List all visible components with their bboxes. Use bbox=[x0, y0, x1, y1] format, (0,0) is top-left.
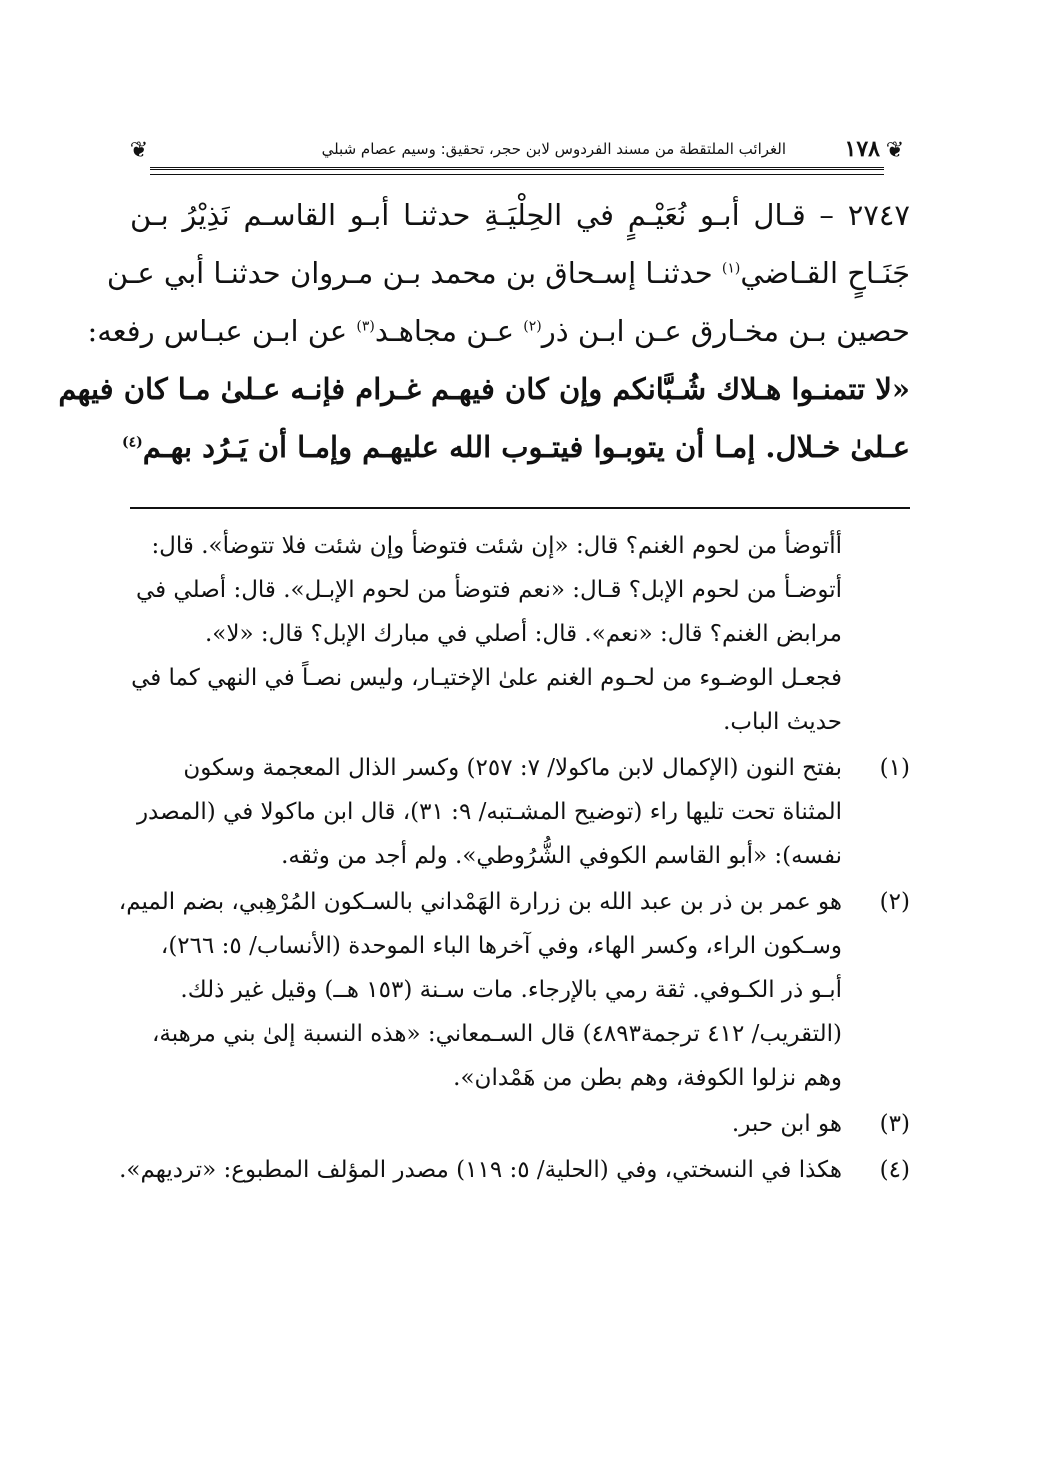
footnote-line: (التقريب/ ٤١٢ ترجمة٤٨٩٣) قال السـمعاني: «هذه النسبة إلىٰ بني مرهبة، bbox=[151, 1021, 842, 1047]
footnote-3 bbox=[130, 1102, 910, 1146]
footnote-body bbox=[130, 1102, 842, 1146]
footnote-line: نفسه): «أبو القاسم الكوفي الشُّرُوطي». ولم أجد من وثقه. bbox=[281, 843, 842, 869]
footnote-number: (١) bbox=[879, 755, 910, 781]
hadith-text-segment: ٢٧٤٧ – قـال أبـو نُعَيْـمٍ في الحِلْيَـةِ حدثنـا أبـو القاسـم نَذِيْرُ بـن bbox=[130, 198, 910, 232]
footnote-marker-2: (٢) bbox=[523, 318, 542, 335]
footnote-line: أبـو ذر الكـوفي. ثقة رمي بالإرجاء. مات سـنة (١٥٣ هــ) وقيل غير ذلك. bbox=[180, 977, 842, 1003]
continuation-line: مرابض الغنم؟ قال: «نعم». قال: أصلي في مبارك الإبل؟ قال: «لا». bbox=[205, 621, 842, 647]
continuation-line: أأتوضأ من لحوم الغنم؟ قال: «إن شئت فتوضأ وإن شئت فلا تتوضأ». قال: bbox=[151, 533, 842, 559]
hadith-text bbox=[58, 186, 910, 476]
hadith-text-segment: عـلىٰ خـلال. إمـا أن يتوبـوا فيتـوب الله عليهـم وإمـا أن يَـرُد بهـم bbox=[142, 430, 910, 464]
footnote-line: وهم نزلوا الكوفة، وهم بطن من هَمْدان». bbox=[453, 1065, 842, 1091]
hadith-line-2 bbox=[106, 244, 910, 302]
continuation-line: أتوضـأ من لحوم الإبل؟ قـال: «نعم فتوضأ من لحوم الإبـل». قال: أصلي في bbox=[135, 577, 842, 603]
footnote-line: هو عمر بن ذر بن عبد الله بن زرارة الهَمْداني بالسـكون المُرْهِبي، بضم الميم، bbox=[118, 889, 842, 915]
footnote-marker-3: (٣) bbox=[356, 318, 375, 335]
ornament-right-icon: ❦ bbox=[885, 138, 905, 163]
continuation-line: حديث الباب. bbox=[723, 709, 842, 735]
footnotes-area bbox=[118, 524, 910, 1192]
footnote-number: (٢) bbox=[879, 889, 910, 915]
footnote-separator bbox=[130, 507, 910, 509]
hadith-text-segment: «لا تتمنـوا هـلاك شُـبَّانكم وإن كان فيهـم غـرام فإنـه عـلىٰ مـا كان فيهم bbox=[58, 372, 910, 406]
footnote-line: المثناة تحت تليها راء (توضيح المشـتبه/ ٩: ٣١)، قال ابن ماكولا في (المصدر bbox=[136, 799, 842, 825]
footnote-line: هكذا في النسختي، وفي (الحلية/ ٥: ١١٩) مصدر المؤلف المطبوع: «ترديهم». bbox=[119, 1157, 842, 1183]
running-title: الغرائب الملتقطة من مسند الفردوس لابن حجر، تحقيق: وسيم عصام شبلي bbox=[321, 140, 786, 158]
footnote-2 bbox=[118, 880, 910, 1100]
continuation-line: فجعـل الوضـوء من لحـوم الغنم علىٰ الإختيـار، وليس نصـاً في النهي كما في bbox=[131, 665, 842, 691]
ornament-left-icon: ❦ bbox=[129, 138, 149, 163]
hadith-text-segment: حدثنـا إسـحاق بن محمد بـن مـروان حدثنـا أبي عـن bbox=[106, 256, 713, 290]
footnote-body bbox=[130, 746, 842, 878]
hadith-text-segment: جَنَـاحٍ القـاضي bbox=[740, 256, 910, 290]
footnote-number: (٤) bbox=[879, 1157, 910, 1183]
footnote-body bbox=[119, 880, 842, 1100]
hadith-text-segment: عـن مجاهـد bbox=[374, 314, 515, 348]
hadith-line-1 bbox=[130, 186, 910, 244]
hadith-line-4 bbox=[58, 360, 910, 418]
hadith-line-5 bbox=[122, 418, 910, 476]
page-number: ١٧٨ bbox=[844, 136, 880, 162]
page-header bbox=[128, 128, 906, 172]
footnote-1 bbox=[130, 746, 910, 878]
footnote-4 bbox=[119, 1148, 910, 1192]
footnote-body bbox=[119, 1148, 842, 1192]
footnote-marker-1: (١) bbox=[721, 260, 741, 277]
footnote-line: هو ابن حبر. bbox=[731, 1111, 842, 1137]
hadith-text-segment: حصين بـن مخـارق عـن ابـن ذر bbox=[541, 314, 910, 348]
hadith-line-3 bbox=[87, 302, 910, 360]
footnote-line: بفتح النون (الإكمال لابن ماكولا/ ٧: ٢٥٧) وكسر الذال المعجمة وسكون bbox=[183, 755, 842, 781]
hadith-text-segment: عن ابـن عبـاس رفعه: bbox=[87, 314, 348, 348]
header-rule-thin bbox=[150, 174, 884, 175]
footnote-number: (٣) bbox=[879, 1111, 910, 1137]
header-rule bbox=[150, 167, 884, 170]
previous-footnote-continuation bbox=[130, 524, 910, 744]
footnote-line: وسـكون الراء، وكسر الهاء، وفي آخرها الباء الموحدة (الأنساب/ ٥: ٢٦٦)، bbox=[160, 933, 842, 959]
footnote-marker-4: (٤) bbox=[122, 434, 143, 451]
